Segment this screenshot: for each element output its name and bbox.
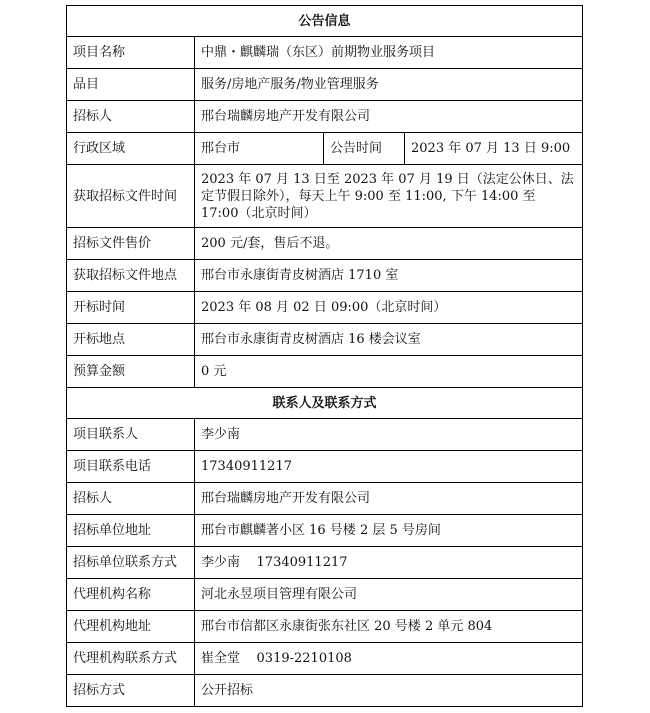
section-header-row	[67, 6, 583, 37]
table-row	[67, 101, 583, 133]
agency-name-value: 河北永昱项目管理有限公司	[195, 579, 583, 611]
table-row	[67, 579, 583, 611]
doc-price-value: 200 元/套，售后不退。	[195, 228, 583, 260]
table-row	[67, 324, 583, 356]
agency-name-label: 代理机构名称	[67, 579, 195, 611]
table-row	[67, 547, 583, 579]
method-label: 招标方式	[67, 675, 195, 707]
agency-address-value: 邢台市信都区永康街张东社区 20 号楼 2 单元 804	[195, 611, 583, 643]
table-row	[67, 675, 583, 707]
tenderer-address-value: 邢台市麒麟著小区 16 号楼 2 层 5 号房间	[195, 515, 583, 547]
project-name-value: 中鼎・麒麟瑞（东区）前期物业服务项目	[195, 37, 583, 69]
tenderer2-label: 招标人	[67, 483, 195, 515]
doc-time-value: 2023 年 07 月 13 日至 2023 年 07 月 19 日（法定公休日、法定节假日除外），每天上午 9:00 至 11:00, 下午 14:00 至 17:00（北京时间）	[195, 165, 583, 228]
table-row	[67, 356, 583, 388]
contact-person-value: 李少南	[195, 419, 583, 451]
table-row	[67, 228, 583, 260]
tenderer-label: 招标人	[67, 101, 195, 133]
contact-person-label: 项目联系人	[67, 419, 195, 451]
contact-phone-label: 项目联系电话	[67, 451, 195, 483]
open-location-value: 邢台市永康街青皮树酒店 16 楼会议室	[195, 324, 583, 356]
table-row	[67, 69, 583, 101]
contact-phone-value: 17340911217	[195, 451, 583, 483]
region-value: 邢台市	[195, 133, 324, 165]
agency-address-label: 代理机构地址	[67, 611, 195, 643]
table-row	[67, 611, 583, 643]
open-time-value: 2023 年 08 月 02 日 09:00（北京时间）	[195, 292, 583, 324]
open-time-label: 开标时间	[67, 292, 195, 324]
agency-contact-value: 崔全堂 0319-2210108	[195, 643, 583, 675]
tenderer-address-label: 招标单位地址	[67, 515, 195, 547]
table-row	[67, 643, 583, 675]
section-header-row	[67, 388, 583, 419]
table-row	[67, 451, 583, 483]
region-label: 行政区域	[67, 133, 195, 165]
table-row	[67, 37, 583, 69]
project-name-label: 项目名称	[67, 37, 195, 69]
table-row	[67, 292, 583, 324]
table-row	[67, 260, 583, 292]
doc-price-label: 招标文件售价	[67, 228, 195, 260]
announcement-table	[66, 5, 583, 707]
doc-time-label: 获取招标文件时间	[67, 165, 195, 228]
announce-time-label: 公告时间	[324, 133, 405, 165]
table-row	[67, 419, 583, 451]
tenderer2-value: 邢台瑞麟房地产开发有限公司	[195, 483, 583, 515]
table-row	[67, 133, 583, 165]
doc-location-label: 获取招标文件地点	[67, 260, 195, 292]
method-value: 公开招标	[195, 675, 583, 707]
category-value: 服务/房地产服务/物业管理服务	[195, 69, 583, 101]
announce-time-value: 2023 年 07 月 13 日 9:00	[405, 133, 583, 165]
category-label: 品目	[67, 69, 195, 101]
table-row	[67, 515, 583, 547]
table-row	[67, 483, 583, 515]
tenderer-contact-label: 招标单位联系方式	[67, 547, 195, 579]
section-title-contact: 联系人及联系方式	[67, 388, 583, 419]
agency-contact-label: 代理机构联系方式	[67, 643, 195, 675]
budget-label: 预算金额	[67, 356, 195, 388]
tenderer-contact-value: 李少南 17340911217	[195, 547, 583, 579]
section-title-announcement: 公告信息	[67, 6, 583, 37]
tenderer-value: 邢台瑞麟房地产开发有限公司	[195, 101, 583, 133]
doc-location-value: 邢台市永康街青皮树酒店 1710 室	[195, 260, 583, 292]
open-location-label: 开标地点	[67, 324, 195, 356]
table-row	[67, 165, 583, 228]
budget-value: 0 元	[195, 356, 583, 388]
